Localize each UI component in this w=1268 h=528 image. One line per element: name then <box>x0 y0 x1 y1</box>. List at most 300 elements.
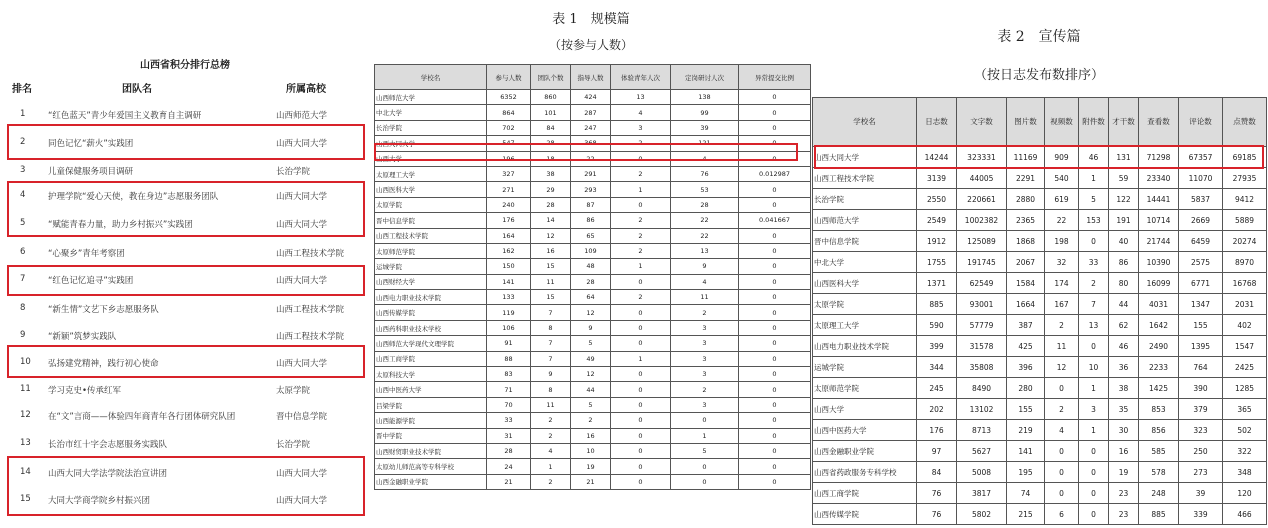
team-name-cell: “新颖”筑梦实践队 <box>48 332 117 342</box>
value-cell: 1642 <box>1139 315 1179 336</box>
value-cell: 0 <box>611 382 671 397</box>
value-cell: 109 <box>571 243 611 258</box>
table-row <box>813 147 1267 168</box>
value-cell: 28 <box>487 443 531 458</box>
value-cell: 2575 <box>1179 252 1223 273</box>
school-cell: 山西工程技术学院 <box>276 305 345 315</box>
school-name-cell: 运城学院 <box>375 259 487 274</box>
value-cell: 7 <box>531 305 571 320</box>
value-cell: 4 <box>1045 420 1079 441</box>
value-cell: 174 <box>1045 273 1079 294</box>
value-cell: 2 <box>1079 273 1109 294</box>
school-cell: 山西大同大学 <box>276 469 328 479</box>
value-cell: 1 <box>611 351 671 366</box>
table-row <box>813 357 1267 378</box>
value-cell: 291 <box>571 166 611 181</box>
value-cell: 202 <box>917 399 957 420</box>
value-cell: 540 <box>1045 168 1079 189</box>
table-row <box>375 151 811 166</box>
school-cell: 太原学院 <box>276 386 311 396</box>
team-name-cell: “红色记忆追寻”实践团 <box>48 276 134 286</box>
value-cell: 122 <box>1109 189 1139 210</box>
value-cell: 368 <box>571 136 611 151</box>
value-cell: 27935 <box>1223 168 1267 189</box>
rank-cell: 6 <box>20 247 26 257</box>
value-cell: 885 <box>1139 504 1179 525</box>
value-cell: 99 <box>671 105 739 120</box>
value-cell: 28 <box>671 197 739 212</box>
school-name-cell: 太原理工大学 <box>375 166 487 181</box>
school-name-cell: 山西财经大学 <box>375 274 487 289</box>
value-cell: 0 <box>739 274 811 289</box>
value-cell: 339 <box>1179 504 1223 525</box>
value-cell: 57779 <box>957 315 1007 336</box>
school-header: 所属高校 <box>286 84 326 95</box>
value-cell: 0 <box>611 151 671 166</box>
value-cell: 5 <box>1079 189 1109 210</box>
school-name-cell: 山西中医药大学 <box>813 420 917 441</box>
table-row <box>813 483 1267 504</box>
value-cell: 14441 <box>1139 189 1179 210</box>
value-cell: 8 <box>531 320 571 335</box>
school-cell: 长治学院 <box>276 167 311 177</box>
value-cell: 2 <box>611 228 671 243</box>
column-header: 视频数 <box>1045 98 1079 147</box>
value-cell: 0 <box>611 197 671 212</box>
rank-cell: 7 <box>20 274 26 284</box>
column-header: 团队个数 <box>531 65 571 90</box>
column-header: 附件数 <box>1079 98 1109 147</box>
table-row <box>375 397 811 412</box>
value-cell: 48 <box>571 259 611 274</box>
value-cell: 2031 <box>1223 294 1267 315</box>
column-header: 学校名 <box>375 65 487 90</box>
column-header: 学校名 <box>813 98 917 147</box>
value-cell: 0 <box>739 136 811 151</box>
value-cell: 76 <box>917 504 957 525</box>
value-cell: 348 <box>1223 462 1267 483</box>
value-cell: 2550 <box>917 189 957 210</box>
value-cell: 0 <box>611 397 671 412</box>
value-cell: 38 <box>1109 378 1139 399</box>
value-cell: 0.012987 <box>739 166 811 181</box>
value-cell: 1371 <box>917 273 957 294</box>
value-cell: 0 <box>739 443 811 458</box>
value-cell: 322 <box>1223 441 1267 462</box>
value-cell: 5627 <box>957 441 1007 462</box>
value-cell: 864 <box>487 105 531 120</box>
value-cell: 31 <box>487 428 531 443</box>
value-cell: 0 <box>739 459 811 474</box>
value-cell: 8490 <box>957 378 1007 399</box>
value-cell: 88 <box>487 351 531 366</box>
rank-cell: 11 <box>20 384 31 394</box>
value-cell: 240 <box>487 197 531 212</box>
value-cell: 21 <box>571 474 611 489</box>
value-cell: 0 <box>739 367 811 382</box>
school-name-cell: 太原科技大学 <box>375 367 487 382</box>
value-cell: 2549 <box>917 210 957 231</box>
value-cell: 31578 <box>957 336 1007 357</box>
table-row <box>375 428 811 443</box>
value-cell: 293 <box>571 182 611 197</box>
value-cell: 125089 <box>957 231 1007 252</box>
value-cell: 22 <box>671 213 739 228</box>
school-cell: 山西大同大学 <box>276 276 328 286</box>
value-cell: 323 <box>1179 420 1223 441</box>
value-cell: 6 <box>1045 504 1079 525</box>
value-cell: 2365 <box>1007 210 1045 231</box>
value-cell: 155 <box>1179 315 1223 336</box>
value-cell: 22 <box>671 228 739 243</box>
school-name-cell: 太原师范学院 <box>375 243 487 258</box>
value-cell: 49 <box>571 351 611 366</box>
value-cell: 9 <box>531 367 571 382</box>
value-cell: 21744 <box>1139 231 1179 252</box>
table-row <box>813 273 1267 294</box>
school-cell: 山西大同大学 <box>276 192 328 202</box>
team-name-cell: “红色蓝天”青少年爱国主义教育自主调研 <box>48 111 202 121</box>
value-cell: 93001 <box>957 294 1007 315</box>
value-cell: 162 <box>487 243 531 258</box>
value-cell: 62549 <box>957 273 1007 294</box>
school-name-cell: 山西金融职业学院 <box>375 474 487 489</box>
value-cell: 67357 <box>1179 147 1223 168</box>
value-cell: 14 <box>531 213 571 228</box>
value-cell: 280 <box>1007 378 1045 399</box>
value-cell: 11 <box>1045 336 1079 357</box>
value-cell: 138 <box>671 90 739 105</box>
value-cell: 5802 <box>957 504 1007 525</box>
team-name-cell: 大同大学商学院乡村振兴团 <box>48 496 151 506</box>
value-cell: 3 <box>611 120 671 135</box>
value-cell: 39 <box>671 120 739 135</box>
value-cell: 0 <box>611 320 671 335</box>
table-row <box>813 168 1267 189</box>
school-name-cell: 山西工程技术学院 <box>813 168 917 189</box>
column-header: 查看数 <box>1139 98 1179 147</box>
value-cell: 7 <box>531 351 571 366</box>
value-cell: 1 <box>1079 378 1109 399</box>
value-cell: 16 <box>531 243 571 258</box>
value-cell: 0 <box>739 474 811 489</box>
value-cell: 0 <box>671 413 739 428</box>
value-cell: 12 <box>531 228 571 243</box>
value-cell: 176 <box>487 213 531 228</box>
table-row <box>375 243 811 258</box>
team-name-cell: “赋能青春力量，助力乡村振兴”实践团 <box>48 220 193 230</box>
school-name-cell: 太原学院 <box>813 294 917 315</box>
table-row <box>813 462 1267 483</box>
rank-cell: 12 <box>20 410 31 420</box>
value-cell: 0 <box>739 120 811 135</box>
school-name-cell: 山西药科职业技术学校 <box>375 320 487 335</box>
value-cell: 0 <box>739 290 811 305</box>
value-cell: 702 <box>487 120 531 135</box>
value-cell: 35808 <box>957 357 1007 378</box>
value-cell: 23 <box>1109 483 1139 504</box>
table-row <box>375 166 811 181</box>
value-cell: 0 <box>739 151 811 166</box>
value-cell: 0 <box>611 413 671 428</box>
column-header: 才干数 <box>1109 98 1139 147</box>
value-cell: 273 <box>1179 462 1223 483</box>
value-cell: 191 <box>1109 210 1139 231</box>
value-cell: 6771 <box>1179 273 1223 294</box>
value-cell: 9 <box>671 259 739 274</box>
value-cell: 20274 <box>1223 231 1267 252</box>
value-cell: 164 <box>487 228 531 243</box>
school-name-cell: 太原幼儿师范高等专科学校 <box>375 459 487 474</box>
value-cell: 167 <box>1045 294 1079 315</box>
value-cell: 7 <box>531 336 571 351</box>
value-cell: 4 <box>671 151 739 166</box>
table-row <box>813 441 1267 462</box>
value-cell: 0 <box>739 90 811 105</box>
table-row <box>375 182 811 197</box>
column-header: 参与人数 <box>487 65 531 90</box>
table-row <box>375 459 811 474</box>
value-cell: 1425 <box>1139 378 1179 399</box>
value-cell: 0 <box>739 336 811 351</box>
school-name-cell: 山西金融职业学院 <box>813 441 917 462</box>
value-cell: 21 <box>487 474 531 489</box>
value-cell: 3 <box>671 367 739 382</box>
value-cell: 885 <box>917 294 957 315</box>
value-cell: 11169 <box>1007 147 1045 168</box>
value-cell: 2490 <box>1139 336 1179 357</box>
value-cell: 248 <box>1139 483 1179 504</box>
value-cell: 28 <box>531 136 571 151</box>
table-row <box>375 259 811 274</box>
value-cell: 0 <box>739 382 811 397</box>
value-cell: 0 <box>1045 378 1079 399</box>
value-cell: 327 <box>487 166 531 181</box>
value-cell: 3 <box>1079 399 1109 420</box>
school-name-cell: 晋中信息学院 <box>813 231 917 252</box>
school-name-cell: 山西电力职业技术学院 <box>375 290 487 305</box>
value-cell: 2 <box>611 243 671 258</box>
value-cell: 32 <box>1045 252 1079 273</box>
value-cell: 247 <box>571 120 611 135</box>
school-name-cell: 山西大学 <box>813 399 917 420</box>
value-cell: 62 <box>1109 315 1139 336</box>
school-cell: 晋中信息学院 <box>276 412 328 422</box>
value-cell: 466 <box>1223 504 1267 525</box>
team-header: 团队名 <box>122 84 152 95</box>
value-cell: 106 <box>487 320 531 335</box>
value-cell: 141 <box>487 274 531 289</box>
table-row <box>375 290 811 305</box>
school-name-cell: 山西传媒学院 <box>813 504 917 525</box>
school-name-cell: 山西电力职业技术学院 <box>813 336 917 357</box>
value-cell: 5 <box>671 443 739 458</box>
rank-cell: 10 <box>20 357 31 367</box>
value-cell: 101 <box>531 105 571 120</box>
value-cell: 365 <box>1223 399 1267 420</box>
rank-cell: 5 <box>20 218 26 228</box>
value-cell: 3 <box>671 351 739 366</box>
value-cell: 1002382 <box>957 210 1007 231</box>
value-cell: 1 <box>671 428 739 443</box>
value-cell: 6352 <box>487 90 531 105</box>
school-name-cell: 山西大同大学 <box>813 147 917 168</box>
value-cell: 0 <box>611 443 671 458</box>
value-cell: 0 <box>739 259 811 274</box>
value-cell: 0 <box>739 305 811 320</box>
value-cell: 1 <box>1079 420 1109 441</box>
value-cell: 13 <box>611 90 671 105</box>
rank-cell: 14 <box>20 467 31 477</box>
table-row <box>813 420 1267 441</box>
value-cell: 860 <box>531 90 571 105</box>
value-cell: 83 <box>487 367 531 382</box>
value-cell: 131 <box>1109 147 1139 168</box>
value-cell: 1868 <box>1007 231 1045 252</box>
value-cell: 84 <box>531 120 571 135</box>
value-cell: 44 <box>571 382 611 397</box>
value-cell: 0 <box>611 274 671 289</box>
value-cell: 0 <box>1079 231 1109 252</box>
value-cell: 9412 <box>1223 189 1267 210</box>
school-cell: 山西工程技术学院 <box>276 249 345 259</box>
value-cell: 909 <box>1045 147 1079 168</box>
rank-cell: 8 <box>20 303 26 313</box>
team-name-cell: 学习克史•传承红军 <box>48 386 122 396</box>
school-name-cell: 山西大学 <box>375 151 487 166</box>
value-cell: 18 <box>531 151 571 166</box>
value-cell: 46 <box>1079 147 1109 168</box>
column-header: 日志数 <box>917 98 957 147</box>
value-cell: 271 <box>487 182 531 197</box>
value-cell: 11 <box>671 290 739 305</box>
value-cell: 87 <box>571 197 611 212</box>
team-name-cell: 同色记忆“薪火”实践团 <box>48 139 134 149</box>
value-cell: 387 <box>1007 315 1045 336</box>
table-row <box>375 474 811 489</box>
value-cell: 11 <box>531 274 571 289</box>
value-cell: 250 <box>1179 441 1223 462</box>
value-cell: 2 <box>611 290 671 305</box>
value-cell: 853 <box>1139 399 1179 420</box>
value-cell: 0 <box>611 428 671 443</box>
value-cell: 1 <box>531 459 571 474</box>
value-cell: 9 <box>571 320 611 335</box>
value-cell: 1 <box>611 182 671 197</box>
school-cell: 长治学院 <box>276 440 311 450</box>
value-cell: 220661 <box>957 189 1007 210</box>
value-cell: 22 <box>571 151 611 166</box>
value-cell: 44005 <box>957 168 1007 189</box>
table-row <box>375 105 811 120</box>
value-cell: 3 <box>671 320 739 335</box>
table2-title: 表 2 宣传篇 <box>997 29 1081 45</box>
table1-title: 表 1 规模篇 <box>552 12 630 27</box>
value-cell: 195 <box>1007 462 1045 483</box>
value-cell: 344 <box>917 357 957 378</box>
value-cell: 1584 <box>1007 273 1045 294</box>
school-name-cell: 山西工商学院 <box>375 351 487 366</box>
school-name-cell: 太原学院 <box>375 197 487 212</box>
value-cell: 3 <box>671 397 739 412</box>
value-cell: 0 <box>739 351 811 366</box>
value-cell: 91 <box>487 336 531 351</box>
value-cell: 0 <box>1079 441 1109 462</box>
table-row <box>813 294 1267 315</box>
value-cell: 133 <box>487 290 531 305</box>
school-name-cell: 太原理工大学 <box>813 315 917 336</box>
value-cell: 379 <box>1179 399 1223 420</box>
value-cell: 5 <box>571 336 611 351</box>
table-row <box>813 189 1267 210</box>
value-cell: 191745 <box>957 252 1007 273</box>
table-row <box>375 382 811 397</box>
value-cell: 399 <box>917 336 957 357</box>
rank-cell: 2 <box>20 137 26 147</box>
school-name-cell: 山西传媒学院 <box>375 305 487 320</box>
value-cell: 2880 <box>1007 189 1045 210</box>
table-row <box>813 315 1267 336</box>
table-row <box>375 120 811 135</box>
value-cell: 15 <box>531 290 571 305</box>
school-name-cell: 山西工程技术学院 <box>375 228 487 243</box>
school-name-cell: 运城学院 <box>813 357 917 378</box>
table1-subtitle: （按参与人数） <box>548 38 633 52</box>
value-cell: 578 <box>1139 462 1179 483</box>
value-cell: 12 <box>1045 357 1079 378</box>
value-cell: 16768 <box>1223 273 1267 294</box>
column-header: 异常提交比例 <box>739 65 811 90</box>
rank-header: 排名 <box>12 84 32 95</box>
value-cell: 5008 <box>957 462 1007 483</box>
value-cell: 0 <box>739 397 811 412</box>
value-cell: 13102 <box>957 399 1007 420</box>
school-name-cell: 吕梁学院 <box>375 397 487 412</box>
table-row <box>375 367 811 382</box>
team-name-cell: “新生情”文艺下乡志愿服务队 <box>48 305 159 315</box>
value-cell: 2 <box>531 474 571 489</box>
school-name-cell: 晋中学院 <box>375 428 487 443</box>
school-cell: 山西大同大学 <box>276 359 328 369</box>
value-cell: 0 <box>739 243 811 258</box>
school-name-cell: 山西财贸职业技术学院 <box>375 443 487 458</box>
publicity-table <box>812 97 1267 525</box>
value-cell: 71298 <box>1139 147 1179 168</box>
value-cell: 10390 <box>1139 252 1179 273</box>
table2-subtitle: （按日志发布数排序） <box>973 68 1104 83</box>
value-cell: 86 <box>1109 252 1139 273</box>
value-cell: 121 <box>671 136 739 151</box>
value-cell: 16 <box>1109 441 1139 462</box>
school-name-cell: 山西医科大学 <box>375 182 487 197</box>
value-cell: 44 <box>1109 294 1139 315</box>
value-cell: 4 <box>531 443 571 458</box>
value-cell: 33 <box>1079 252 1109 273</box>
value-cell: 4031 <box>1139 294 1179 315</box>
table-row <box>375 90 811 105</box>
value-cell: 764 <box>1179 357 1223 378</box>
table-row <box>375 213 811 228</box>
value-cell: 590 <box>917 315 957 336</box>
value-cell: 12 <box>571 305 611 320</box>
value-cell: 856 <box>1139 420 1179 441</box>
value-cell: 13 <box>671 243 739 258</box>
value-cell: 2 <box>611 166 671 181</box>
value-cell: 141 <box>1007 441 1045 462</box>
value-cell: 1755 <box>917 252 957 273</box>
value-cell: 38 <box>531 166 571 181</box>
school-cell: 山西大同大学 <box>276 496 328 506</box>
